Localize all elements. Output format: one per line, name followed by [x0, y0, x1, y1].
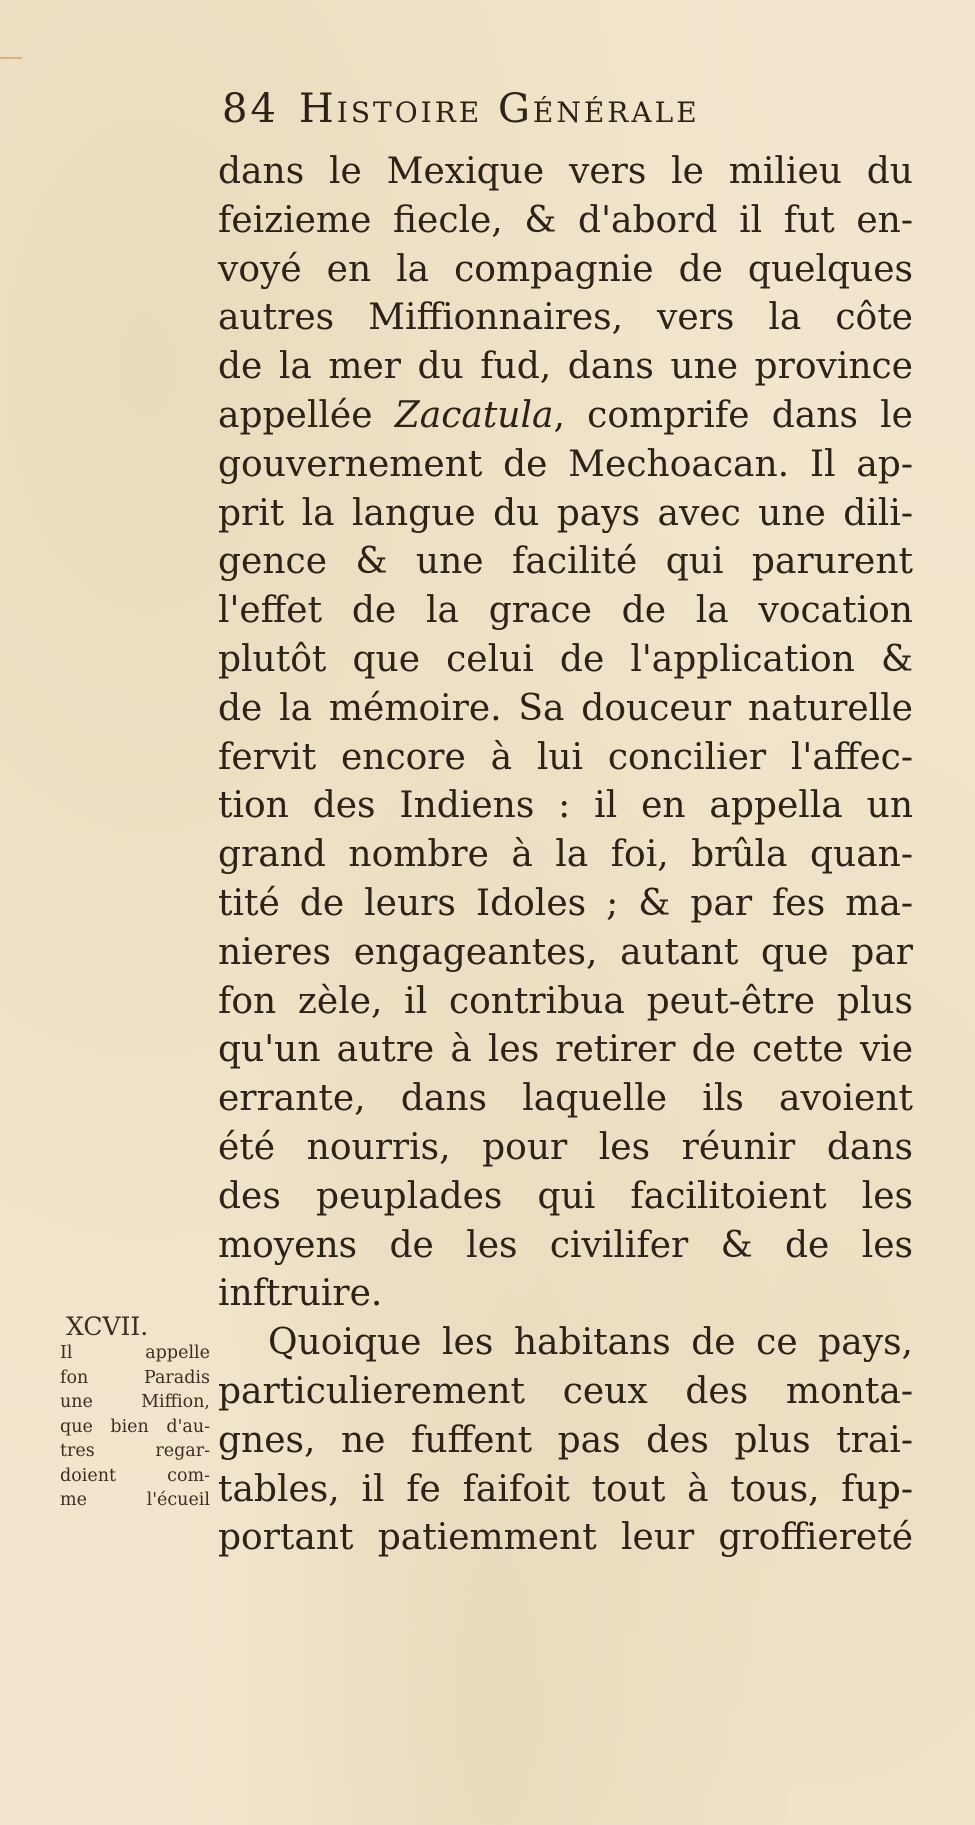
- margin-note-line: doient com-: [60, 1465, 210, 1486]
- text-line: autres Miffionnaires, vers la côte: [218, 297, 913, 339]
- text-line: l'effet de la grace de la vocation: [218, 590, 913, 632]
- text-line: gence & une facilité qui parurent: [218, 541, 913, 583]
- paragraph-end-line: inftruire.: [218, 1273, 383, 1315]
- text-line: grand nombre à la foi, brûla quan-: [218, 834, 913, 876]
- text-line: tables, il fe faifoit tout à tous, fup-: [218, 1468, 913, 1510]
- text-line: particulierement ceux des monta-: [218, 1370, 913, 1412]
- text-line: plutôt que celui de l'application &: [218, 638, 913, 680]
- text-line: nieres engageantes, autant que par: [218, 931, 913, 973]
- text-line: [218, 392, 913, 441]
- text-line: dans le Mexique vers le milieu du: [218, 151, 913, 192]
- margin-note-line: fon Paradis: [60, 1367, 210, 1388]
- paragraph-start-line: Quoique les habitans de ce pays,: [268, 1322, 913, 1364]
- margin-note-line: Il appelle: [60, 1343, 210, 1363]
- text-line: voyé en la compagnie de quelques: [218, 248, 913, 290]
- text-line: gouvernement de Mechoacan. Il ap-: [218, 443, 913, 485]
- text-line: fon zèle, il contribua peut-être plus: [218, 980, 913, 1022]
- text-line: de la mémoire. Sa douceur naturelle: [218, 687, 913, 729]
- text-segment: , comprife dans le: [553, 394, 913, 436]
- margin-note-line: une Miffion,: [60, 1392, 210, 1412]
- text-line: tité de leurs Idoles ; & par fes ma-: [218, 882, 913, 924]
- running-title: Histoire Générale: [298, 86, 700, 132]
- page-number: 84: [222, 86, 279, 132]
- text-line: prit la langue du pays avec une dili-: [218, 492, 913, 534]
- place-name-italic: Zacatula: [394, 394, 554, 436]
- text-line: gnes, ne fuffent pas des plus trai-: [218, 1419, 913, 1461]
- text-line: des peuplades qui facilitoient les: [218, 1175, 913, 1217]
- text-line: errante, dans laquelle ils avoient: [218, 1078, 913, 1120]
- margin-note-line: que bien d'au-: [60, 1416, 210, 1437]
- text-line: qu'un autre à les retirer de cette vie: [218, 1029, 913, 1071]
- text-line: de la mer du fud, dans une province: [218, 346, 913, 388]
- margin-note-line: me l'écueil: [60, 1490, 210, 1510]
- text-line: portant patiemment leur groffiereté: [218, 1517, 913, 1559]
- running-header: [222, 86, 700, 132]
- margin-note-line: tres regar-: [60, 1441, 210, 1461]
- text-line: été nourris, pour les réunir dans: [218, 1126, 913, 1168]
- page-edge-mark: [0, 57, 22, 59]
- text-line: feizieme fiecle, & d'abord il fut en-: [218, 199, 913, 241]
- section-number: XCVII.: [66, 1312, 149, 1341]
- text-line: tion des Indiens : il en appella un: [218, 785, 913, 827]
- text-line: moyens de les civilifer & de les: [218, 1224, 913, 1266]
- text-segment: appellée: [218, 394, 395, 436]
- main-text: [218, 148, 913, 1563]
- text-line: fervit encore à lui concilier l'affec-: [218, 736, 913, 778]
- margin-note: [60, 1312, 210, 1513]
